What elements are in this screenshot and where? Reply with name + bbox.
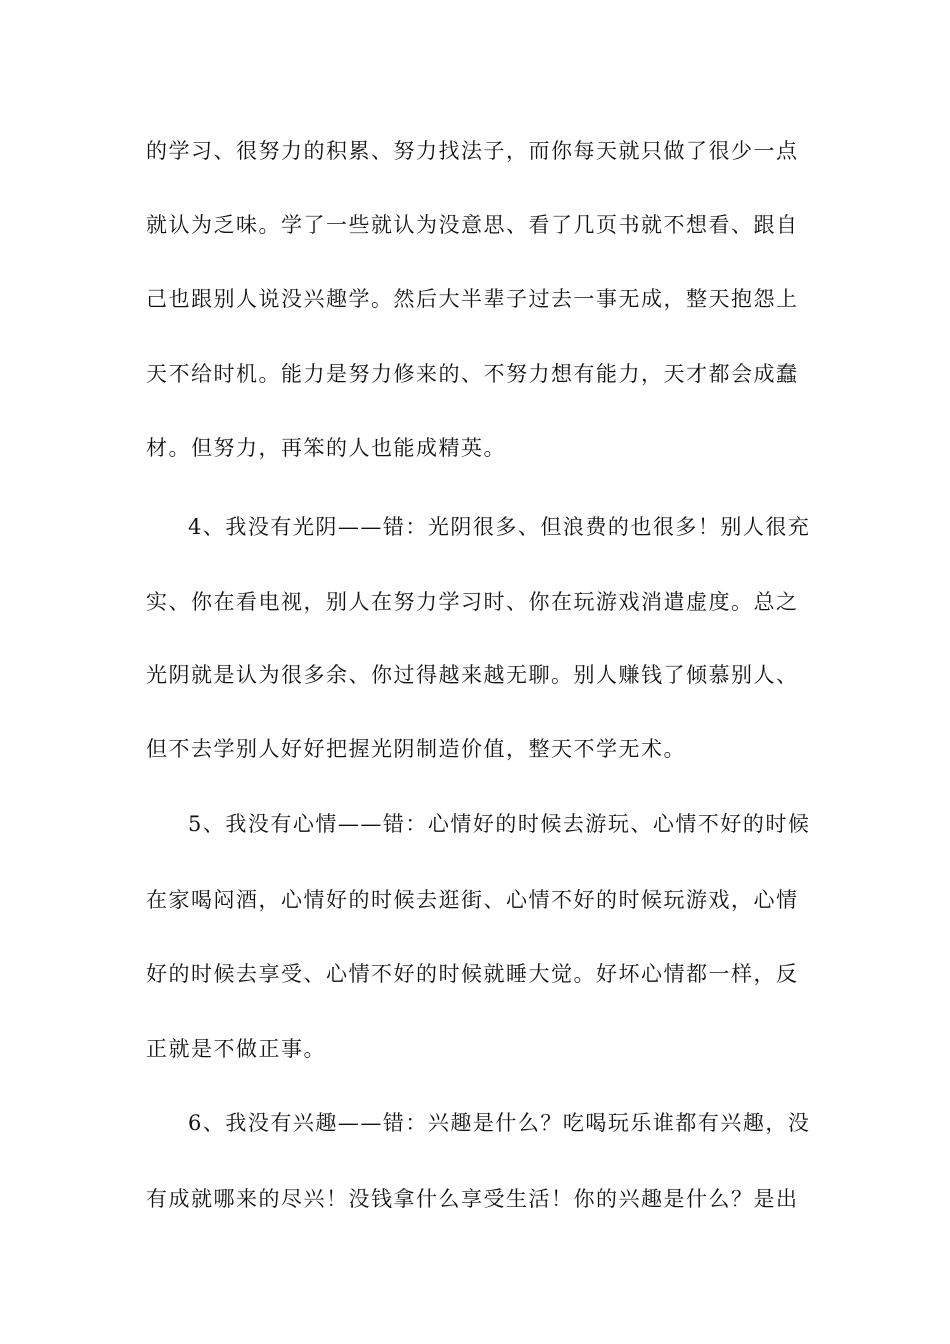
paragraph-4-first-line: 4、我没有光阴——错：光阴很多、但浪费的也很多！别人很充 [188,515,811,539]
text-line: 的学习、很努力的积累、努力找法子，而你每天就只做了很少一点 [146,139,799,163]
text-line: 但不去学别人好好把握光阴制造价值，整天不学无术。 [146,737,686,761]
text-line: 实、你在看电视，别人在努力学习时、你在玩游戏消遣虚度。总之 [146,590,799,614]
text-line: 在家喝闷酒，心情好的时候去逛街、心情不好的时候玩游戏，心情 [146,888,799,912]
text-line: 己也跟别人说没兴趣学。然后大半辈子过去一事无成，整天抱怨上 [146,287,799,311]
text-line: 材。但努力，再笨的人也能成精英。 [146,436,506,460]
paragraph-5-first-line: 5、我没有心情——错：心情好的时候去游玩、心情不好的时候 [188,812,811,836]
text-line: 好的时候去享受、心情不好的时候就睡大觉。好坏心情都一样，反 [146,962,799,986]
text-line: 天不给时机。能力是努力修来的、不努力想有能力，天才都会成蠢 [146,362,799,386]
text-line: 有成就哪来的尽兴！没钱拿什么享受生活！你的兴趣是什么？是出 [146,1187,799,1211]
text-line: 光阴就是认为很多余、你过得越来越无聊。别人赚钱了倾慕别人、 [146,663,799,687]
text-line: 就认为乏味。学了一些就认为没意思、看了几页书就不想看、跟自 [146,213,799,237]
paragraph-6-first-line: 6、我没有兴趣——错：兴趣是什么？吃喝玩乐谁都有兴趣，没 [188,1111,811,1135]
text-line: 正就是不做正事。 [146,1037,326,1061]
